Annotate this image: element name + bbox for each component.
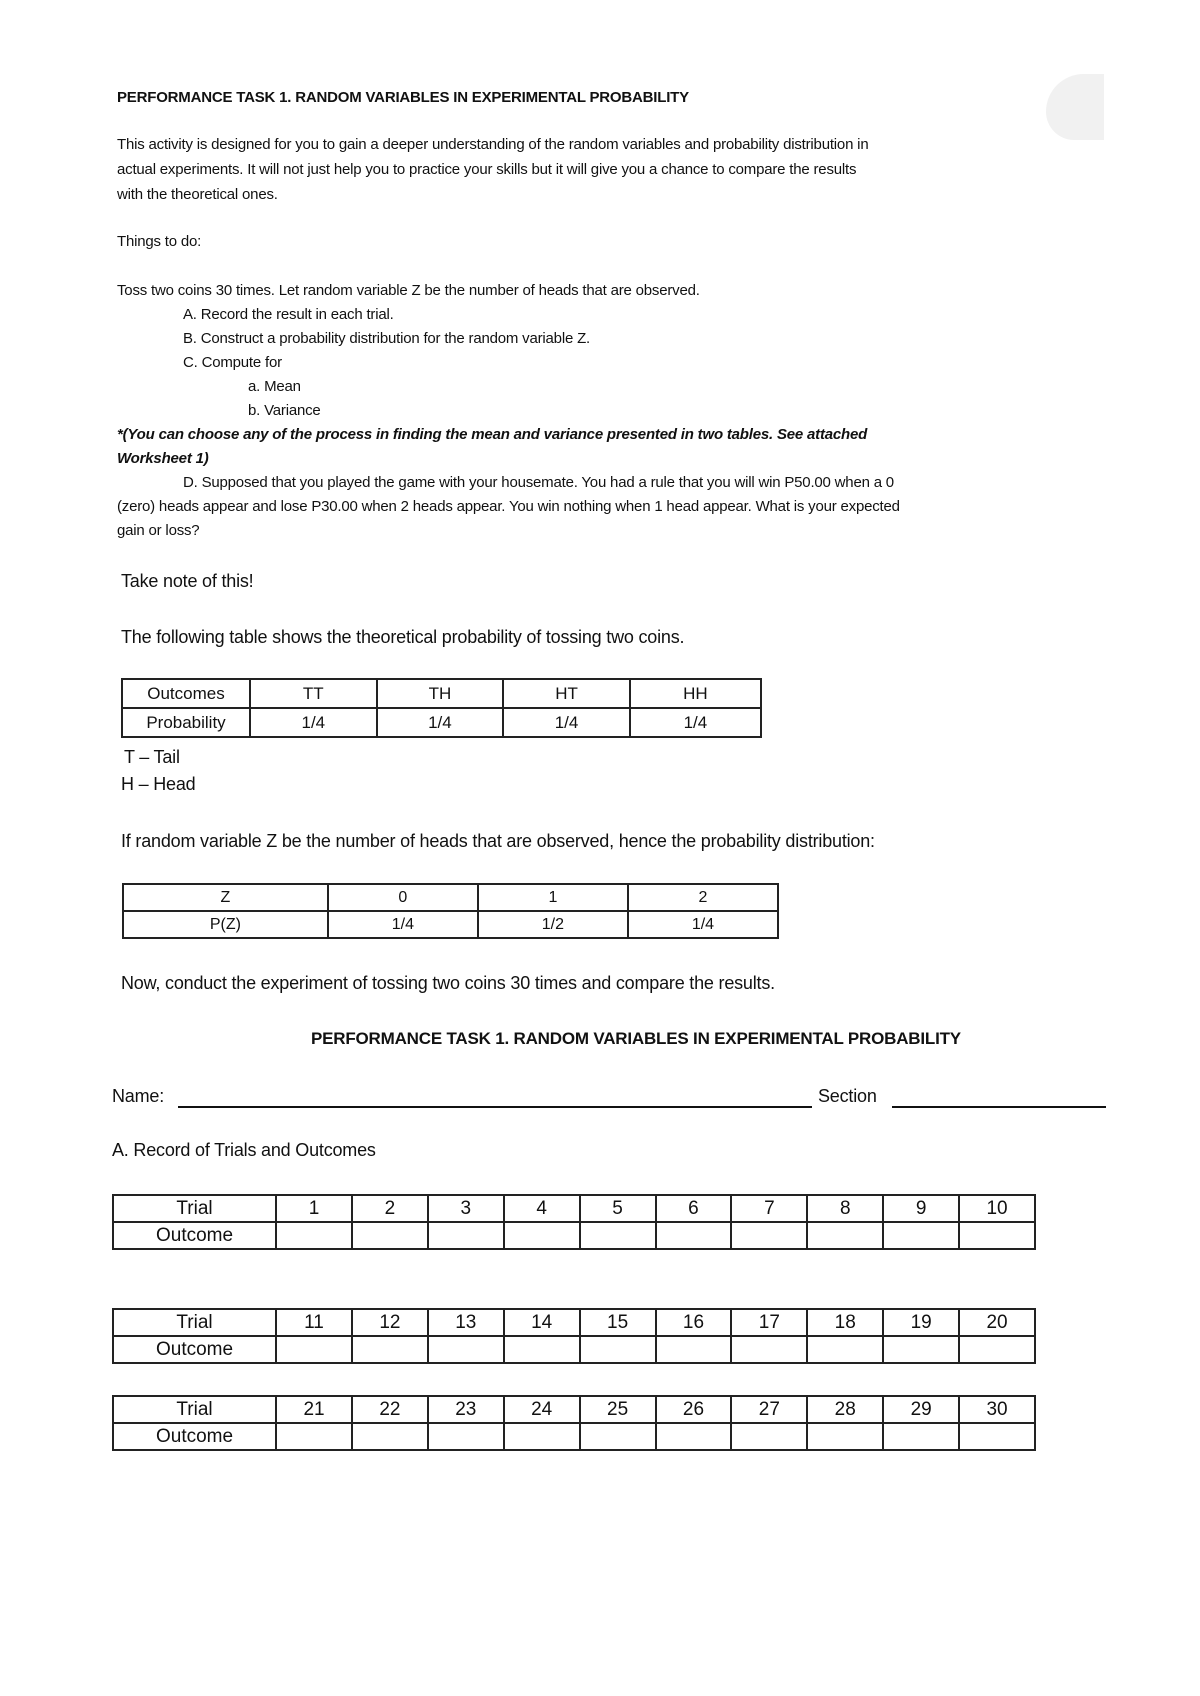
item-d: D. Supposed that you played the game with your housemate. You had a rule that you will win P50.00 when a 0 bbox=[183, 474, 894, 491]
trial-table bbox=[112, 1395, 1036, 1451]
item-d: (zero) heads appear and lose P30.00 when 2 heads appear. You win nothing when 1 head appear. What is your expected bbox=[117, 498, 900, 515]
things-to-do: Things to do: bbox=[117, 233, 202, 250]
table-row bbox=[123, 884, 778, 911]
table-cell: 1/4 bbox=[377, 708, 504, 737]
legend-tail: T – Tail bbox=[124, 747, 180, 767]
trial-number: 1 bbox=[276, 1195, 352, 1222]
trial-number: 17 bbox=[731, 1309, 807, 1336]
trial-table bbox=[112, 1308, 1036, 1364]
section-label: Section bbox=[818, 1086, 877, 1106]
trial-number: 4 bbox=[504, 1195, 580, 1222]
table-row bbox=[113, 1222, 1035, 1249]
outcome-cell[interactable] bbox=[883, 1336, 959, 1363]
take-note: Take note of this! bbox=[121, 571, 254, 591]
outcome-cell[interactable] bbox=[352, 1423, 428, 1450]
legend-head: H – Head bbox=[121, 774, 196, 794]
trial-number: 11 bbox=[276, 1309, 352, 1336]
outcome-cell[interactable] bbox=[504, 1423, 580, 1450]
outcome-cell[interactable] bbox=[807, 1222, 883, 1249]
item-a: A. Record the result in each trial. bbox=[183, 306, 394, 323]
trial-number: 21 bbox=[276, 1396, 352, 1423]
outcome-label: Outcome bbox=[113, 1222, 276, 1249]
trial-table bbox=[112, 1194, 1036, 1250]
trial-number: 30 bbox=[959, 1396, 1035, 1423]
worksheet-title: PERFORMANCE TASK 1. RANDOM VARIABLES IN EXPERIMENTAL PROBABILITY bbox=[311, 1029, 961, 1048]
table-row bbox=[113, 1423, 1035, 1450]
trial-number: 22 bbox=[352, 1396, 428, 1423]
page-title: PERFORMANCE TASK 1. RANDOM VARIABLES IN EXPERIMENTAL PROBABILITY bbox=[117, 89, 689, 106]
trial-number: 8 bbox=[807, 1195, 883, 1222]
outcome-cell[interactable] bbox=[352, 1222, 428, 1249]
trial-number: 25 bbox=[580, 1396, 656, 1423]
outcome-cell[interactable] bbox=[352, 1336, 428, 1363]
item-c: C. Compute for bbox=[183, 354, 282, 371]
trial-number: 13 bbox=[428, 1309, 504, 1336]
trial-number: 18 bbox=[807, 1309, 883, 1336]
table-cell: HT bbox=[503, 679, 630, 708]
trial-number: 6 bbox=[656, 1195, 732, 1222]
outcome-cell[interactable] bbox=[428, 1423, 504, 1450]
table-cell: 1/4 bbox=[628, 911, 778, 938]
item-c-mean: a. Mean bbox=[248, 378, 301, 395]
trial-number: 26 bbox=[656, 1396, 732, 1423]
trial-label: Trial bbox=[113, 1396, 276, 1423]
table-cell: Outcomes bbox=[122, 679, 250, 708]
trial-number: 23 bbox=[428, 1396, 504, 1423]
outcome-cell[interactable] bbox=[731, 1336, 807, 1363]
trial-number: 5 bbox=[580, 1195, 656, 1222]
outcome-cell[interactable] bbox=[580, 1222, 656, 1249]
task-text: Toss two coins 30 times. Let random variable Z be the number of heads that are observed. bbox=[117, 282, 700, 299]
trial-number: 24 bbox=[504, 1396, 580, 1423]
item-b: B. Construct a probability distribution for the random variable Z. bbox=[183, 330, 590, 347]
trial-number: 28 bbox=[807, 1396, 883, 1423]
outcome-cell[interactable] bbox=[656, 1222, 732, 1249]
trial-number: 27 bbox=[731, 1396, 807, 1423]
table-row bbox=[113, 1309, 1035, 1336]
trial-number: 16 bbox=[656, 1309, 732, 1336]
outcome-cell[interactable] bbox=[504, 1222, 580, 1249]
table-cell: 1/4 bbox=[250, 708, 377, 737]
table-cell: Probability bbox=[122, 708, 250, 737]
outcome-cell[interactable] bbox=[959, 1336, 1035, 1363]
outcome-cell[interactable] bbox=[731, 1423, 807, 1450]
intro-line: with the theoretical ones. bbox=[117, 186, 278, 203]
trial-number: 9 bbox=[883, 1195, 959, 1222]
table-cell: TH bbox=[377, 679, 504, 708]
trial-number: 12 bbox=[352, 1309, 428, 1336]
now-conduct-text: Now, conduct the experiment of tossing two coins 30 times and compare the results. bbox=[121, 973, 775, 993]
outcome-cell[interactable] bbox=[807, 1336, 883, 1363]
outcome-cell[interactable] bbox=[276, 1423, 352, 1450]
outcome-cell[interactable] bbox=[731, 1222, 807, 1249]
note-italic: Worksheet 1) bbox=[117, 450, 209, 467]
outcome-cell[interactable] bbox=[276, 1222, 352, 1249]
following-text: The following table shows the theoretical probability of tossing two coins. bbox=[121, 627, 685, 647]
outcome-cell[interactable] bbox=[428, 1222, 504, 1249]
table-cell: P(Z) bbox=[123, 911, 328, 938]
item-d: gain or loss? bbox=[117, 522, 200, 539]
outcome-label: Outcome bbox=[113, 1336, 276, 1363]
trial-number: 10 bbox=[959, 1195, 1035, 1222]
outcome-cell[interactable] bbox=[883, 1222, 959, 1249]
name-label: Name: bbox=[112, 1086, 165, 1106]
table-row bbox=[122, 708, 761, 737]
table-row bbox=[113, 1336, 1035, 1363]
trial-number: 3 bbox=[428, 1195, 504, 1222]
table-cell: 1/2 bbox=[478, 911, 628, 938]
note-italic: *(You can choose any of the process in finding the mean and variance presented in two tables. See attached bbox=[117, 426, 868, 443]
record-heading: A. Record of Trials and Outcomes bbox=[112, 1140, 376, 1160]
trial-label: Trial bbox=[113, 1195, 276, 1222]
trial-number: 7 bbox=[731, 1195, 807, 1222]
table-cell: 2 bbox=[628, 884, 778, 911]
outcome-cell[interactable] bbox=[580, 1423, 656, 1450]
outcome-cell[interactable] bbox=[656, 1423, 732, 1450]
scan-artifact bbox=[1046, 74, 1104, 140]
outcome-cell[interactable] bbox=[656, 1336, 732, 1363]
trial-number: 19 bbox=[883, 1309, 959, 1336]
outcome-cell[interactable] bbox=[504, 1336, 580, 1363]
trial-number: 2 bbox=[352, 1195, 428, 1222]
table-cell: 0 bbox=[328, 884, 478, 911]
table-cell: HH bbox=[630, 679, 761, 708]
outcome-cell[interactable] bbox=[580, 1336, 656, 1363]
trial-number: 14 bbox=[504, 1309, 580, 1336]
outcome-label: Outcome bbox=[113, 1423, 276, 1450]
table-cell: TT bbox=[250, 679, 377, 708]
section-field[interactable] bbox=[892, 1106, 1106, 1108]
table-row bbox=[113, 1195, 1035, 1222]
table-cell: 1 bbox=[478, 884, 628, 911]
trial-number: 29 bbox=[883, 1396, 959, 1423]
trial-number: 15 bbox=[580, 1309, 656, 1336]
table-cell: 1/4 bbox=[630, 708, 761, 737]
outcome-cell[interactable] bbox=[807, 1423, 883, 1450]
probability-table bbox=[121, 678, 762, 738]
outcome-cell[interactable] bbox=[276, 1336, 352, 1363]
table-row bbox=[122, 679, 761, 708]
outcome-cell[interactable] bbox=[959, 1423, 1035, 1450]
intro-line: actual experiments. It will not just help you to practice your skills but it will give you a chance to compare the results bbox=[117, 161, 857, 178]
if-random-text: If random variable Z be the number of heads that are observed, hence the probability distribution: bbox=[121, 831, 875, 851]
trial-label: Trial bbox=[113, 1309, 276, 1336]
table-cell: 1/4 bbox=[328, 911, 478, 938]
name-field[interactable] bbox=[178, 1106, 812, 1108]
table-cell: Z bbox=[123, 884, 328, 911]
z-distribution-table bbox=[122, 883, 779, 939]
item-c-variance: b. Variance bbox=[248, 402, 321, 419]
outcome-cell[interactable] bbox=[883, 1423, 959, 1450]
trial-number: 20 bbox=[959, 1309, 1035, 1336]
outcome-cell[interactable] bbox=[959, 1222, 1035, 1249]
table-cell: 1/4 bbox=[503, 708, 630, 737]
outcome-cell[interactable] bbox=[428, 1336, 504, 1363]
intro-line: This activity is designed for you to gain a deeper understanding of the random variables and probability distribution in bbox=[117, 136, 869, 153]
table-row bbox=[113, 1396, 1035, 1423]
table-row bbox=[123, 911, 778, 938]
